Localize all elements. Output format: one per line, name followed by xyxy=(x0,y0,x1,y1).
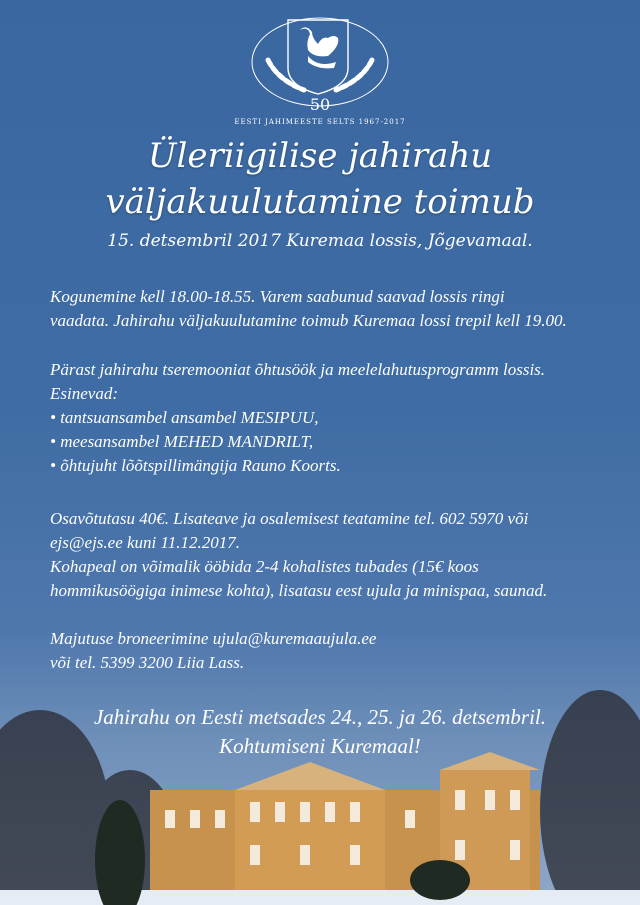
program-paragraph xyxy=(50,358,630,478)
booking-paragraph xyxy=(50,627,630,675)
text-line: või tel. 5399 3200 Liia Lass. xyxy=(50,653,245,672)
fee-paragraph xyxy=(50,507,630,603)
performer-item: • tantsuansambel ansambel MESIPUU, xyxy=(50,408,319,427)
text-line: Kogunemine kell 18.00-18.55. Varem saabunud saavad lossis ringi xyxy=(50,287,505,306)
gathering-paragraph xyxy=(50,285,630,333)
title-line-2: väljakuulutamine toimub xyxy=(105,182,535,222)
title-line-1: Üleriigilise jahirahu xyxy=(147,136,493,176)
text-line: vaadata. Jahirahu väljakuulutamine toimub Kuremaa lossi trepil kell 19.00. xyxy=(50,311,567,330)
text-line: Osavõtutasu 40€. Lisateave ja osalemisest teatamine tel. 602 5970 või xyxy=(50,509,529,528)
event-date-location: 15. detsembril 2017 Kuremaa lossis, Jõgevamaal. xyxy=(107,231,533,251)
logo-caption: EESTI JAHIMEESTE SELTS 1967-2017 xyxy=(234,118,406,126)
performer-item: • meesansambel MEHED MANDRILT, xyxy=(50,432,314,451)
closing-line-2: Kohtumiseni Kuremaal! xyxy=(219,734,421,758)
performer-item: • õhtujuht lõõtspillimängija Rauno Koorts. xyxy=(50,456,341,475)
text-line: ejs@ejs.ee kuni 11.12.2017. xyxy=(50,533,241,552)
text-line: hommikusöögiga inimese kohta), lisatasu eest ujula ja minispaa, saunad. xyxy=(50,581,548,600)
closing-line-1: Jahirahu on Eesti metsades 24., 25. ja 26. detsembril. xyxy=(93,705,547,729)
closing-message xyxy=(0,703,640,761)
text-line: Esinevad: xyxy=(50,384,118,403)
logo-number: 50 xyxy=(309,95,331,114)
text-line: Kohapeal on võimalik ööbida 2-4 kohalistes tubades (15€ koos xyxy=(50,557,479,576)
hunters-society-logo xyxy=(248,14,392,114)
text-line: Pärast jahirahu tseremooniat õhtusöök ja meelelahutusprogramm lossis. xyxy=(50,360,546,379)
text-line: Majutuse broneerimine ujula@kuremaaujula.ee xyxy=(50,629,377,648)
poster-title xyxy=(0,133,640,225)
